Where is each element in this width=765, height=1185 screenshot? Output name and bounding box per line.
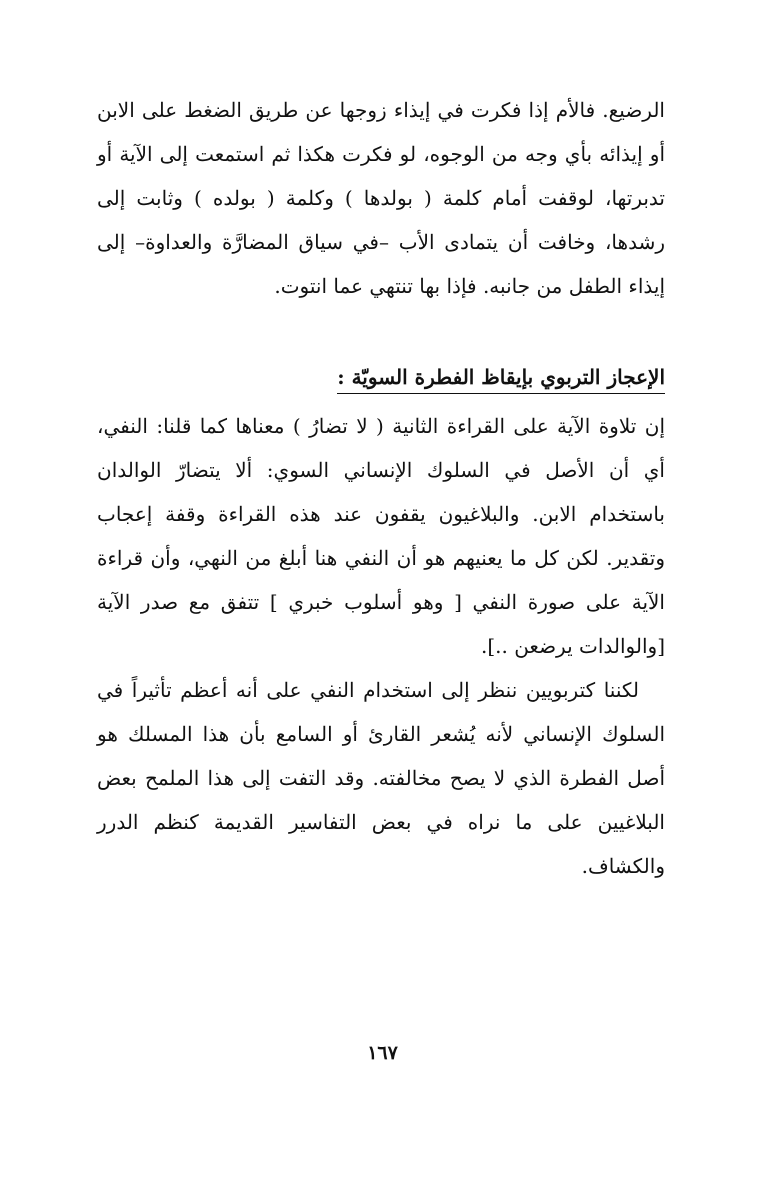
opening-text-block <box>97 88 665 308</box>
section-text-block <box>97 404 665 888</box>
body-paragraph: لكننا كتربويين ننظر إلى استخدام النفي على أنه أعظم تأثيراً في السلوك الإنساني لأنه يُشعر القارئ أو السامع بأن هذا المسلك هو أصل الفطرة الذي لا يصح مخالفته. وقد التفت إلى هذا الملمح بعض البلاغيين على ما نراه في بعض التفاسير القديمة كنظم الدرر والكشاف. <box>97 678 665 878</box>
body-paragraph: إن تلاوة الآية على القراءة الثانية ( لا تضارُ ) معناها كما قلنا: النفي، أي أن الأصل في السلوك الإنساني السوي: ألا يتضارّ الوالدان باستخدام الابن. والبلاغيون يقفون عند هذه القراءة وقفة إعجاب وتقدير. لكن كل ما يعنيهم هو أن النفي هنا أبلغ من النهي، وأن قراءة الآية على صورة النفي [ وهو أسلوب خبري ] تتفق مع صدر الآية [والوالدات يرضعن ..]. <box>97 414 665 658</box>
body-paragraph: الرضيع. فالأم إذا فكرت في إيذاء زوجها عن طريق الضغط على الابن أو إيذائه بأي وجه من الوجوه، لو فكرت هكذا ثم استمعت إلى الآية أو تدبرتها، لوقفت أمام كلمة ( بولدها ) وكلمة ( بولده ) وثابت إلى رشدها، وخافت أن يتمادى الأب –في سياق المضارَّة والعداوة– إلى إيذاء الطفل من جانبه. فإذا بها تنتهي عما انتوت. <box>97 98 665 298</box>
section-heading: الإعجاز التربوي بإيقاظ الفطرة السويّة : <box>337 362 665 394</box>
page-number: ١٦٧ <box>367 1042 398 1064</box>
